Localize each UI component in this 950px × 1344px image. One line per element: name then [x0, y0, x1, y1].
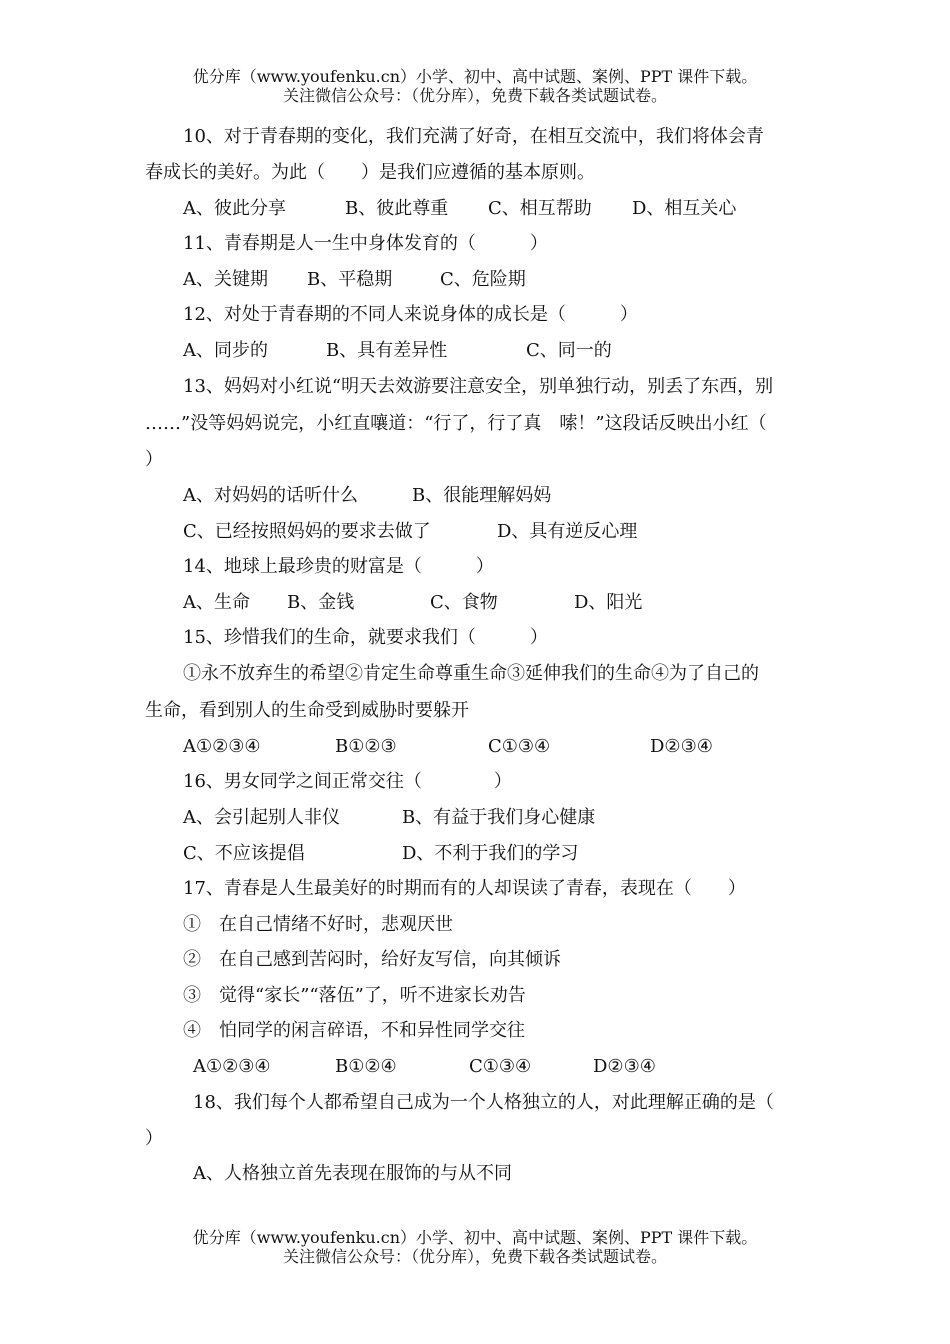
- q13-line-1: 13、妈妈对小红说“明天去效游要注意安全，别单独行动，别丢了东西，别: [183, 376, 774, 397]
- q17-item-2: ② 在自己感到苦闷时，给好友写信，向其倾诉: [183, 949, 561, 970]
- q13-option-b: B、很能理解妈妈: [412, 485, 552, 506]
- q15-option-a: A①②③④: [183, 736, 261, 757]
- q13-option-a: A、对妈妈的话听什么: [183, 485, 358, 506]
- header-line-1: 优分库（www.youfenku.cn）小学、初中、高中试题、案例、PPT 课件下载。: [192, 67, 758, 86]
- q16-line-1: 16、男女同学之间正常交往（ ）: [183, 771, 512, 792]
- q11-option-a: A、关键期: [183, 269, 268, 290]
- q18-option-a: A、人格独立首先表现在服饰的与从不同: [193, 1163, 512, 1184]
- q16-option-d: D、不利于我们的学习: [402, 843, 579, 864]
- q16-option-c: C、不应该提倡: [183, 843, 305, 864]
- q13-line-3: ）: [145, 449, 163, 470]
- q17-option-a: A①②③④: [193, 1056, 271, 1077]
- q13-line-2: ……”没等妈妈说完，小红直嚷道：“行了，行了真 嗦！”这段话反映出小红（: [145, 413, 767, 434]
- q13-option-c: C、已经按照妈妈的要求去做了: [183, 521, 431, 542]
- q17-item-1: ① 在自己情绪不好时，悲观厌世: [183, 914, 453, 935]
- q12-option-a: A、同步的: [183, 340, 268, 361]
- q18-line-2: ）: [145, 1128, 163, 1149]
- footer-line-2: 关注微信公众号：（优分库），免费下载各类试题试卷。: [282, 1247, 667, 1266]
- q14-option-b: B、金钱: [287, 592, 355, 613]
- q10-option-c: C、相互帮助: [488, 198, 592, 219]
- q10-line-1: 10、对于青春期的变化，我们充满了好奇，在相互交流中，我们将体会青: [183, 126, 764, 147]
- page-footer: [0, 1228, 950, 1266]
- q18-line-1: 18、我们每个人都希望自己成为一个人格独立的人，对此理解正确的是（: [193, 1092, 774, 1113]
- q14-option-c: C、食物: [430, 592, 498, 613]
- q10-option-d: D、相互关心: [632, 198, 737, 219]
- q15-line-1: 15、珍惜我们的生命，就要求我们（ ）: [183, 627, 548, 648]
- q15-option-b: B①②③: [335, 736, 397, 757]
- q16-option-b: B、有益于我们身心健康: [402, 807, 596, 828]
- q17-item-3: ③ 觉得“家长”“落伍”了，听不进家长劝告: [183, 985, 526, 1006]
- q10-option-a: A、彼此分享: [183, 198, 286, 219]
- q11-option-c: C、危险期: [440, 269, 526, 290]
- q12-line-1: 12、对处于青春期的不同人来说身体的成长是（ ）: [183, 304, 638, 325]
- q17-line-1: 17、青春是人生最美好的时期而有的人却误读了青春，表现在（ ）: [183, 878, 746, 899]
- q16-option-a: A、会引起别人非仪: [183, 807, 340, 828]
- q12-option-c: C、同一的: [526, 340, 612, 361]
- q10-option-b: B、彼此尊重: [345, 198, 449, 219]
- q15-option-d: D②③④: [650, 736, 713, 757]
- q12-option-b: B、具有差异性: [326, 340, 448, 361]
- q14-option-d: D、阳光: [574, 592, 643, 613]
- footer-line-1: 优分库（www.youfenku.cn）小学、初中、高中试题、案例、PPT 课件下载。: [192, 1228, 758, 1247]
- q17-option-b: B①②④: [335, 1056, 397, 1077]
- q11-line-1: 11、青春期是人一生中身体发育的（ ）: [183, 233, 548, 254]
- q17-option-d: D②③④: [593, 1056, 656, 1077]
- q14-line-1: 14、地球上最珍贵的财富是（ ）: [183, 556, 494, 577]
- q10-line-2: 春成长的美好。为此（ ）是我们应遵循的基本原则。: [145, 162, 595, 183]
- q14-option-a: A、生命: [183, 592, 250, 613]
- q15-line-3: 生命，看到别人的生命受到威胁时要躲开: [145, 700, 469, 721]
- q15-option-c: C①③④: [488, 736, 551, 757]
- q17-item-4: ④ 怕同学的闲言碎语，不和异性同学交往: [183, 1020, 525, 1041]
- page-header: [0, 67, 950, 105]
- q15-line-2: ①永不放弃生的希望②肯定生命尊重生命③延伸我们的生命④为了自己的: [183, 663, 759, 684]
- q13-option-d: D、具有逆反心理: [497, 521, 638, 542]
- q17-option-c: C①③④: [469, 1056, 532, 1077]
- q11-option-b: B、平稳期: [307, 269, 393, 290]
- header-line-2: 关注微信公众号：（优分库），免费下载各类试题试卷。: [282, 86, 667, 105]
